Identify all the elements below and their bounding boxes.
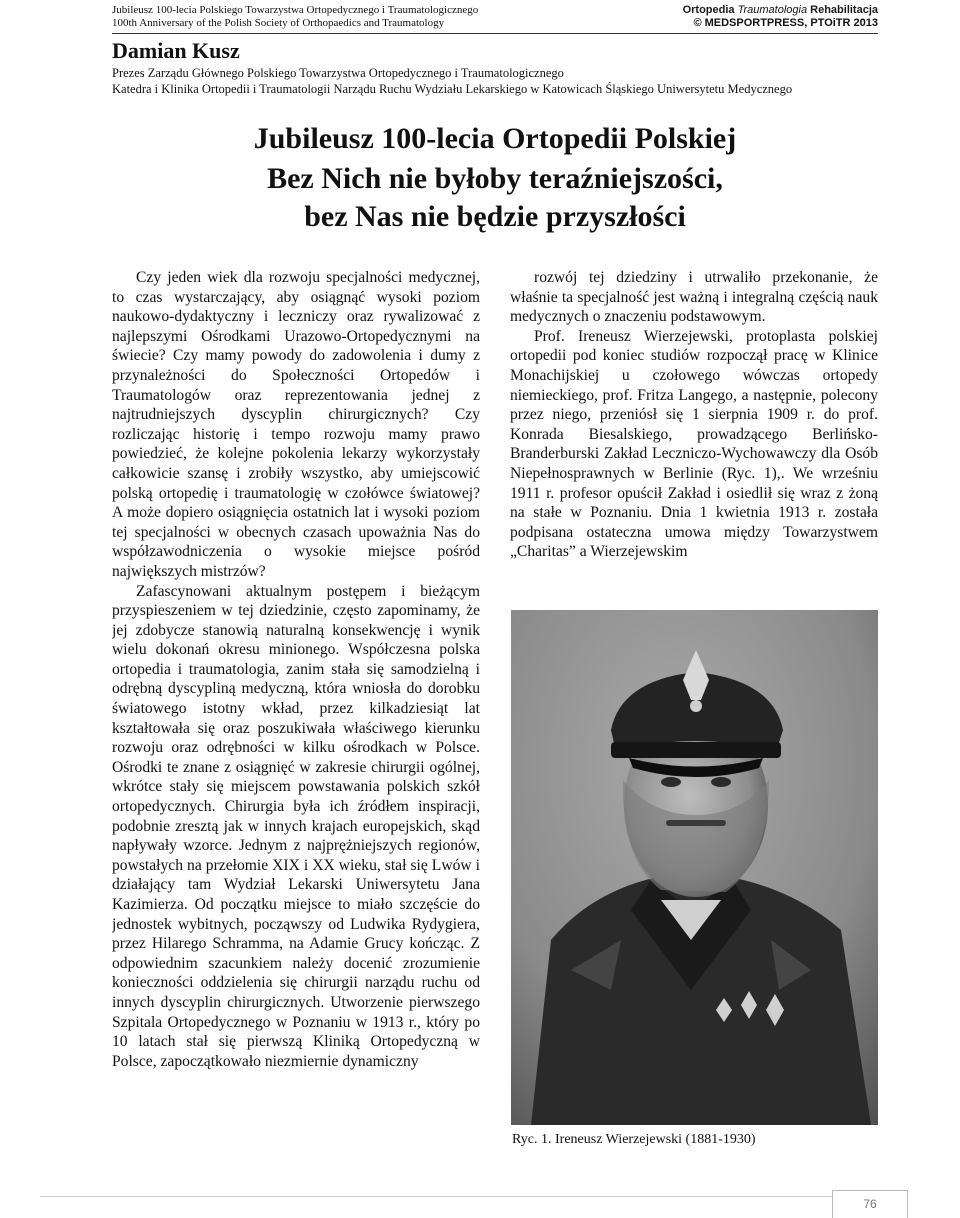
- header-rule: [112, 33, 878, 34]
- author-affiliation-1: Prezes Zarządu Głównego Polskiego Towarzystwa Ortopedycznego i Traumatologicznego: [112, 66, 564, 80]
- portrait-photo: [511, 610, 878, 1125]
- article-title-line-3: bez Nas nie będzie przyszłości: [304, 200, 686, 233]
- journal-name-part2: Traumatologia: [737, 4, 808, 16]
- body-paragraph: rozwój tej dziedziny i utrwaliło przekonanie, że właśnie ta specjalność jest ważną i integralną częścią nauk medycznych o znaczeniu podstawowym.: [510, 269, 878, 326]
- portrait-illustration: [511, 610, 878, 1125]
- article-title-line-1: Jubileusz 100-lecia Ortopedii Polskiej: [253, 122, 737, 155]
- article-title-line-2: Bez Nich nie byłoby teraźniejszości,: [267, 162, 723, 195]
- figure-caption: Ryc. 1. Ireneusz Wierzejewski (1881-1930): [512, 1132, 756, 1147]
- body-paragraph: Czy jeden wiek dla rozwoju specjalności medycznej, to czas wystarczający, aby osiągnąć wysoki poziom naukowo-dydaktyczny i leczniczy oraz rywalizować z najlepszymi Ośrodkami Urazowo-Ortopedycznymi na świecie? Czy mamy powody do zadowolenia i dumy z przynależności do Społeczności Ortopedów i Traumatologów oraz reprezentowania jednej z najtrudniejszych dyscyplin chirurgicznych? Czy rozliczając historię i tempo rozwoju mamy prawo powiedzieć, że kolejne pokolenia lekarzy wykorzystały całkowicie szansę i zrobiły wszystko, aby umiejscowić polską ortopedię i traumatologię w czołówce światowej? A może dopiero osiągnięcia ostatnich lat i wysoki poziom tej specjalności w obecnych czasach upoważnia Nas do współzawodniczenia o wysokie miejsce pośród największych mistrzów?: [112, 269, 480, 580]
- journal-name-part3: Rehabilitacja: [810, 4, 878, 16]
- journal-name-part1: Ortopedia: [682, 4, 735, 16]
- body-column-left: [112, 268, 480, 1178]
- header-title-pl: Jubileusz 100-lecia Polskiego Towarzystwa Ortopedycznego i Traumatologicznego: [112, 4, 479, 16]
- journal-name: [683, 4, 878, 17]
- footer-rule: [40, 1196, 832, 1197]
- author-affiliation-2: Katedra i Klinika Ortopedii i Traumatologii Narządu Ruchu Wydziału Lekarskiego w Katowicach Śląskiego Uniwersytetu Medycznego: [112, 82, 793, 96]
- author-name: Damian Kusz: [112, 38, 240, 63]
- page-number: 76: [832, 1190, 908, 1218]
- header-left: [112, 4, 478, 30]
- running-header: [112, 4, 878, 30]
- header-title-en: 100th Anniversary of the Polish Society of Orthopaedics and Traumatology: [112, 17, 445, 29]
- body-column-right: [510, 268, 878, 584]
- copyright: © MEDSPORTPRESS, PTOiTR 2013: [693, 17, 878, 29]
- body-paragraph: Prof. Ireneusz Wierzejewski, protoplasta polskiej ortopedii pod koniec studiów rozpoczął pracę w Klinice Monachijskiej u czołowego wówczas ortopedy niemieckiego, prof. Fritza Langego, a następnie, polecony przez niego, przeniósł się 1 sierpnia 1909 r. do prof. Konrada Biesalskiego, prowadzącego Berlińsko-Branderburski Zakład Leczniczo-Wychowawczy dla Osób Niepełnosprawnych w Berlinie (Ryc. 1),. We wrześniu 1911 r. profesor opuścił Zakład i osiedlił się wraz z żoną na stałe w Poznaniu. Dnia 1 kwietnia 1913 r. została podpisana ostateczna umowa między Towarzystwem „Charitas” a Wierzejewskim: [510, 327, 878, 561]
- header-right: [683, 4, 878, 30]
- body-paragraph: Zafascynowani aktualnym postępem i bieżącym przyspieszeniem w tej dziedzinie, często zapominamy, że jej zdobycze stanowią naturalną konsekwencję i wynik wielu dokonań okresu minionego. Współczesna polska ortopedia i traumatologia, zanim stała się samodzielną i odrębną dyscypliną medyczną, która wniosła do dorobku światowego istotny wkład, przez kilkadziesiąt lat kształtowała się oraz poszukiwała właściwego kierunku rozwoju oraz odrębności w kilku ośrodkach w Polsce. Ośrodki te znane z osiągnięć w zakresie chirurgii ogólnej, wkrótce stały się miejscem powstawania polskich szkół ortopedycznych. Chirurgia była ich źródłem inspiracji, podobnie zresztą jak w innych krajach europejskich, skąd napływały wzorce. Jednym z najprężniejszych regionów, powstałych na przełomie XIX i XX wieku, stał się Lwów i działający tam Wydział Lekarski Uniwersytetu Jana Kazimierza. Od początku miejsce to miało szczęście do jednostek wybitnych, począwszy od Ludwika Rydygiera, przez Hilarego Schramma, na Adamie Grucy kończąc. Z odpowiednim szacunkiem należy docenić zrozumienie konieczności oddzielenia się chirurgii narządu ruchu od innych dyscyplin chirurgicznych. Utworzenie pierwszego Szpitala Ortopedycznego w Poznaniu w 1913 r., który po 10 latach stał się pierwszą Kliniką Ortopedyczną w Polsce, zapoczątkowało niezmiernie dynamiczny: [112, 582, 480, 1070]
